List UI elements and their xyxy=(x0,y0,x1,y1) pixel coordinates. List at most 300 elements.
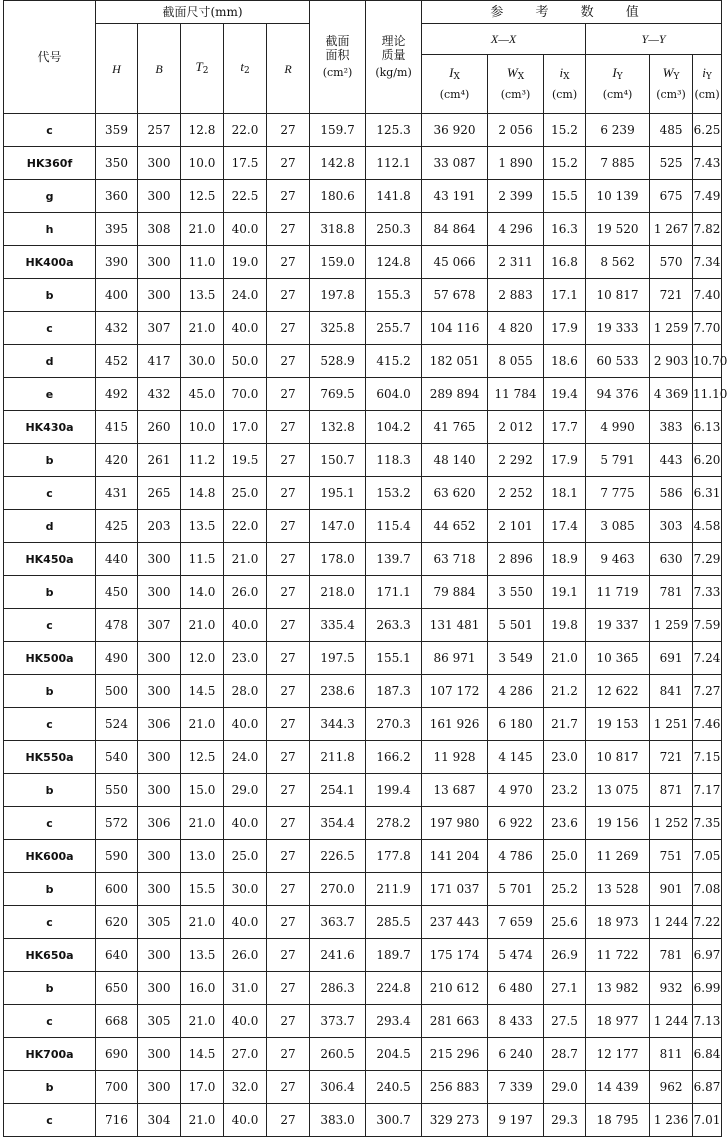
cell-Iy: 13 982 xyxy=(586,972,650,1005)
cell-B: 305 xyxy=(138,1005,181,1038)
cell-Wx: 2 896 xyxy=(488,543,544,576)
cell-Wx: 1 890 xyxy=(488,147,544,180)
cell-Ix: 63 718 xyxy=(422,543,488,576)
cell-Ix: 329 273 xyxy=(422,1104,488,1137)
cell-code: c xyxy=(4,312,96,345)
cell-B: 300 xyxy=(138,675,181,708)
cell-ix: 21.7 xyxy=(544,708,586,741)
table-row xyxy=(4,939,722,972)
cell-iy: 7.43 xyxy=(693,147,722,180)
cell-mass: 124.8 xyxy=(366,246,422,279)
cell-t2: 19.5 xyxy=(224,444,267,477)
table-row xyxy=(4,180,722,213)
cell-area: 363.7 xyxy=(310,906,366,939)
cell-Ix: 215 296 xyxy=(422,1038,488,1071)
cell-Ix: 210 612 xyxy=(422,972,488,1005)
cell-ix: 16.3 xyxy=(544,213,586,246)
cell-B: 300 xyxy=(138,147,181,180)
cell-code: c xyxy=(4,609,96,642)
cell-B: 306 xyxy=(138,807,181,840)
table-row xyxy=(4,510,722,543)
cell-T2: 12.0 xyxy=(181,642,224,675)
cell-Ix: 48 140 xyxy=(422,444,488,477)
cell-mass: 171.1 xyxy=(366,576,422,609)
cell-Iy: 11 269 xyxy=(586,840,650,873)
cell-t2: 40.0 xyxy=(224,708,267,741)
cell-Wy: 1 259 xyxy=(650,609,693,642)
cell-T2: 13.5 xyxy=(181,510,224,543)
cell-iy: 4.58 xyxy=(693,510,722,543)
cell-ix: 19.8 xyxy=(544,609,586,642)
cell-mass: 155.3 xyxy=(366,279,422,312)
cell-R: 27 xyxy=(267,312,310,345)
cell-ix: 25.2 xyxy=(544,873,586,906)
table-row xyxy=(4,378,722,411)
header-Ix xyxy=(422,55,488,114)
cell-Ix: 84 864 xyxy=(422,213,488,246)
cell-area: 318.8 xyxy=(310,213,366,246)
table-row xyxy=(4,708,722,741)
cell-B: 260 xyxy=(138,411,181,444)
cell-iy: 6.20 xyxy=(693,444,722,477)
cell-mass: 166.2 xyxy=(366,741,422,774)
cell-ix: 15.5 xyxy=(544,180,586,213)
cell-Wx: 7 339 xyxy=(488,1071,544,1104)
cell-T2: 11.2 xyxy=(181,444,224,477)
cell-area: 159.0 xyxy=(310,246,366,279)
cell-H: 690 xyxy=(96,1038,138,1071)
cell-R: 27 xyxy=(267,444,310,477)
cell-Wy: 1 244 xyxy=(650,906,693,939)
header-area xyxy=(310,1,366,114)
cell-Wx: 8 433 xyxy=(488,1005,544,1038)
cell-R: 27 xyxy=(267,1038,310,1071)
cell-mass: 240.5 xyxy=(366,1071,422,1104)
header-Iy-unit: (cm⁴) xyxy=(602,88,633,101)
cell-code: b xyxy=(4,1071,96,1104)
cell-ix: 17.1 xyxy=(544,279,586,312)
cell-area: 769.5 xyxy=(310,378,366,411)
cell-mass: 604.0 xyxy=(366,378,422,411)
cell-Wx: 2 012 xyxy=(488,411,544,444)
cell-H: 600 xyxy=(96,873,138,906)
cell-R: 27 xyxy=(267,609,310,642)
cell-ix: 19.1 xyxy=(544,576,586,609)
cell-iy: 7.08 xyxy=(693,873,722,906)
cell-Ix: 281 663 xyxy=(422,1005,488,1038)
cell-T2: 10.0 xyxy=(181,411,224,444)
cell-iy: 7.49 xyxy=(693,180,722,213)
cell-Wy: 901 xyxy=(650,873,693,906)
cell-Wx: 9 197 xyxy=(488,1104,544,1137)
cell-iy: 7.34 xyxy=(693,246,722,279)
cell-H: 420 xyxy=(96,444,138,477)
cell-code: b xyxy=(4,444,96,477)
cell-H: 640 xyxy=(96,939,138,972)
cell-H: 450 xyxy=(96,576,138,609)
cell-Wx: 4 786 xyxy=(488,840,544,873)
header-mass-label: 理论 质量 xyxy=(381,34,406,62)
cell-Wx: 5 474 xyxy=(488,939,544,972)
cell-Wy: 630 xyxy=(650,543,693,576)
cell-mass: 250.3 xyxy=(366,213,422,246)
cell-t2: 23.0 xyxy=(224,642,267,675)
cell-t2: 70.0 xyxy=(224,378,267,411)
cell-mass: 115.4 xyxy=(366,510,422,543)
cell-Iy: 6 239 xyxy=(586,114,650,147)
cell-H: 550 xyxy=(96,774,138,807)
cell-B: 432 xyxy=(138,378,181,411)
cell-H: 650 xyxy=(96,972,138,1005)
cell-Ix: 289 894 xyxy=(422,378,488,411)
cell-Ix: 256 883 xyxy=(422,1071,488,1104)
header-Iy-sub: Y xyxy=(616,72,623,82)
cell-area: 142.8 xyxy=(310,147,366,180)
cell-B: 300 xyxy=(138,543,181,576)
cell-ix: 15.2 xyxy=(544,114,586,147)
cell-R: 27 xyxy=(267,246,310,279)
cell-iy: 7.33 xyxy=(693,576,722,609)
cell-R: 27 xyxy=(267,147,310,180)
cell-B: 300 xyxy=(138,246,181,279)
cell-Iy: 18 795 xyxy=(586,1104,650,1137)
cell-Iy: 10 817 xyxy=(586,279,650,312)
cell-Iy: 13 075 xyxy=(586,774,650,807)
cell-code: c xyxy=(4,1005,96,1038)
header-ref-values-label: 参 考 数 值 xyxy=(490,4,653,20)
cell-t2: 21.0 xyxy=(224,543,267,576)
cell-Wy: 932 xyxy=(650,972,693,1005)
cell-H: 620 xyxy=(96,906,138,939)
header-Wx xyxy=(488,55,544,114)
cell-Wx: 4 145 xyxy=(488,741,544,774)
cell-Ix: 237 443 xyxy=(422,906,488,939)
cell-ix: 17.9 xyxy=(544,312,586,345)
header-B: B xyxy=(138,24,181,114)
header-Wx-sub: X xyxy=(517,72,525,82)
cell-H: 425 xyxy=(96,510,138,543)
cell-Iy: 13 528 xyxy=(586,873,650,906)
cell-iy: 7.01 xyxy=(693,1104,722,1137)
cell-area: 354.4 xyxy=(310,807,366,840)
cell-t2: 27.0 xyxy=(224,1038,267,1071)
cell-R: 27 xyxy=(267,642,310,675)
cell-Wx: 7 659 xyxy=(488,906,544,939)
cell-T2: 12.8 xyxy=(181,114,224,147)
cell-R: 27 xyxy=(267,213,310,246)
cell-mass: 285.5 xyxy=(366,906,422,939)
cell-Wy: 1 236 xyxy=(650,1104,693,1137)
cell-T2: 21.0 xyxy=(181,1104,224,1137)
cell-R: 27 xyxy=(267,675,310,708)
cell-t2: 28.0 xyxy=(224,675,267,708)
table-row xyxy=(4,675,722,708)
cell-Wy: 781 xyxy=(650,939,693,972)
cell-Ix: 36 920 xyxy=(422,114,488,147)
cell-t2: 25.0 xyxy=(224,840,267,873)
cell-Iy: 10 139 xyxy=(586,180,650,213)
header-Iy xyxy=(586,55,650,114)
cell-B: 265 xyxy=(138,477,181,510)
header-iy-sub: Y xyxy=(705,72,712,82)
cell-Ix: 44 652 xyxy=(422,510,488,543)
cell-mass: 141.8 xyxy=(366,180,422,213)
cell-Wx: 6 480 xyxy=(488,972,544,1005)
cell-Wy: 751 xyxy=(650,840,693,873)
header-Ix-sub: X xyxy=(453,72,460,82)
cell-t2: 26.0 xyxy=(224,939,267,972)
cell-B: 300 xyxy=(138,972,181,1005)
cell-T2: 12.5 xyxy=(181,741,224,774)
cell-Wx: 5 501 xyxy=(488,609,544,642)
cell-iy: 7.17 xyxy=(693,774,722,807)
cell-iy: 7.27 xyxy=(693,675,722,708)
cell-iy: 7.59 xyxy=(693,609,722,642)
cell-R: 27 xyxy=(267,840,310,873)
cell-T2: 21.0 xyxy=(181,312,224,345)
table-row xyxy=(4,1104,722,1137)
cell-code: HK500a xyxy=(4,642,96,675)
cell-ix: 18.1 xyxy=(544,477,586,510)
cell-t2: 40.0 xyxy=(224,1005,267,1038)
cell-Ix: 41 765 xyxy=(422,411,488,444)
cell-Ix: 13 687 xyxy=(422,774,488,807)
cell-code: c xyxy=(4,708,96,741)
cell-mass: 255.7 xyxy=(366,312,422,345)
cell-T2: 15.0 xyxy=(181,774,224,807)
cell-R: 27 xyxy=(267,510,310,543)
cell-code: b xyxy=(4,873,96,906)
cell-iy: 11.10 xyxy=(693,378,722,411)
cell-iy: 7.35 xyxy=(693,807,722,840)
cell-ix: 25.0 xyxy=(544,840,586,873)
cell-Wy: 4 369 xyxy=(650,378,693,411)
cell-Wy: 841 xyxy=(650,675,693,708)
cell-ix: 17.4 xyxy=(544,510,586,543)
cell-Iy: 14 439 xyxy=(586,1071,650,1104)
cell-Wx: 4 820 xyxy=(488,312,544,345)
cell-R: 27 xyxy=(267,345,310,378)
header-Wx-sym: W xyxy=(506,65,518,80)
cell-H: 492 xyxy=(96,378,138,411)
cell-ix: 15.2 xyxy=(544,147,586,180)
cell-B: 257 xyxy=(138,114,181,147)
cell-T2: 16.0 xyxy=(181,972,224,1005)
cell-iy: 6.13 xyxy=(693,411,722,444)
cell-Ix: 45 066 xyxy=(422,246,488,279)
cell-iy: 7.40 xyxy=(693,279,722,312)
header-t2-sub: 2 xyxy=(243,65,250,76)
header-area-label: 截面 面积 xyxy=(325,34,350,62)
cell-R: 27 xyxy=(267,774,310,807)
cell-Ix: 11 928 xyxy=(422,741,488,774)
cell-R: 27 xyxy=(267,807,310,840)
cell-mass: 270.3 xyxy=(366,708,422,741)
header-section-dims: 截面尺寸(mm) xyxy=(96,1,310,24)
cell-area: 373.7 xyxy=(310,1005,366,1038)
cell-Wx: 2 101 xyxy=(488,510,544,543)
cell-iy: 7.29 xyxy=(693,543,722,576)
cell-B: 300 xyxy=(138,576,181,609)
cell-H: 360 xyxy=(96,180,138,213)
cell-ix: 27.1 xyxy=(544,972,586,1005)
cell-B: 300 xyxy=(138,774,181,807)
cell-H: 540 xyxy=(96,741,138,774)
cell-area: 147.0 xyxy=(310,510,366,543)
table-row xyxy=(4,477,722,510)
cell-Ix: 161 926 xyxy=(422,708,488,741)
cell-t2: 40.0 xyxy=(224,1104,267,1137)
cell-Wy: 1 244 xyxy=(650,1005,693,1038)
cell-R: 27 xyxy=(267,1104,310,1137)
cell-Iy: 10 365 xyxy=(586,642,650,675)
cell-area: 260.5 xyxy=(310,1038,366,1071)
cell-B: 305 xyxy=(138,906,181,939)
cell-Wx: 8 055 xyxy=(488,345,544,378)
cell-Wx: 6 180 xyxy=(488,708,544,741)
cell-H: 590 xyxy=(96,840,138,873)
cell-t2: 40.0 xyxy=(224,807,267,840)
cell-mass: 293.4 xyxy=(366,1005,422,1038)
cell-R: 27 xyxy=(267,114,310,147)
cell-code: c xyxy=(4,477,96,510)
cell-area: 150.7 xyxy=(310,444,366,477)
cell-t2: 19.0 xyxy=(224,246,267,279)
table-row xyxy=(4,774,722,807)
cell-Wy: 962 xyxy=(650,1071,693,1104)
cell-mass: 187.3 xyxy=(366,675,422,708)
cell-R: 27 xyxy=(267,180,310,213)
cell-code: b xyxy=(4,576,96,609)
cell-mass: 153.2 xyxy=(366,477,422,510)
cell-Ix: 63 620 xyxy=(422,477,488,510)
cell-area: 286.3 xyxy=(310,972,366,1005)
cell-t2: 32.0 xyxy=(224,1071,267,1104)
cell-code: c xyxy=(4,114,96,147)
cell-Wy: 691 xyxy=(650,642,693,675)
cell-Iy: 10 817 xyxy=(586,741,650,774)
cell-Iy: 60 533 xyxy=(586,345,650,378)
cell-t2: 29.0 xyxy=(224,774,267,807)
table-row xyxy=(4,1071,722,1104)
cell-t2: 22.0 xyxy=(224,510,267,543)
cell-Wy: 1 259 xyxy=(650,312,693,345)
cell-R: 27 xyxy=(267,1005,310,1038)
cell-T2: 13.0 xyxy=(181,840,224,873)
cell-mass: 189.7 xyxy=(366,939,422,972)
cell-R: 27 xyxy=(267,939,310,972)
cell-code: g xyxy=(4,180,96,213)
cell-t2: 40.0 xyxy=(224,213,267,246)
cell-area: 306.4 xyxy=(310,1071,366,1104)
cell-area: 325.8 xyxy=(310,312,366,345)
cell-T2: 12.5 xyxy=(181,180,224,213)
cell-T2: 14.5 xyxy=(181,1038,224,1071)
cell-T2: 13.5 xyxy=(181,939,224,972)
cell-Wy: 586 xyxy=(650,477,693,510)
cell-Iy: 4 990 xyxy=(586,411,650,444)
cell-mass: 224.8 xyxy=(366,972,422,1005)
cell-area: 238.6 xyxy=(310,675,366,708)
cell-T2: 14.8 xyxy=(181,477,224,510)
header-xx: X—X xyxy=(422,24,586,55)
cell-B: 300 xyxy=(138,840,181,873)
cell-H: 359 xyxy=(96,114,138,147)
cell-area: 226.5 xyxy=(310,840,366,873)
cell-code: b xyxy=(4,972,96,1005)
cell-T2: 14.5 xyxy=(181,675,224,708)
cell-ix: 21.2 xyxy=(544,675,586,708)
table-row xyxy=(4,873,722,906)
cell-R: 27 xyxy=(267,972,310,1005)
cell-H: 700 xyxy=(96,1071,138,1104)
cell-ix: 17.7 xyxy=(544,411,586,444)
cell-Ix: 175 174 xyxy=(422,939,488,972)
header-Wy-sym: W xyxy=(662,65,674,80)
table-row xyxy=(4,147,722,180)
cell-mass: 104.2 xyxy=(366,411,422,444)
header-Wy-unit: (cm³) xyxy=(656,88,686,101)
table-row xyxy=(4,1005,722,1038)
cell-B: 300 xyxy=(138,180,181,213)
cell-ix: 18.6 xyxy=(544,345,586,378)
cell-Iy: 19 156 xyxy=(586,807,650,840)
cell-ix: 28.7 xyxy=(544,1038,586,1071)
cell-iy: 10.70 xyxy=(693,345,722,378)
cell-Wx: 2 292 xyxy=(488,444,544,477)
cell-iy: 7.70 xyxy=(693,312,722,345)
cell-Ix: 57 678 xyxy=(422,279,488,312)
cell-ix: 27.5 xyxy=(544,1005,586,1038)
cell-H: 390 xyxy=(96,246,138,279)
cell-area: 241.6 xyxy=(310,939,366,972)
cell-H: 415 xyxy=(96,411,138,444)
cell-Iy: 11 722 xyxy=(586,939,650,972)
cell-B: 300 xyxy=(138,642,181,675)
cell-R: 27 xyxy=(267,543,310,576)
header-ix-sub: X xyxy=(563,72,570,82)
cell-Wx: 4 286 xyxy=(488,675,544,708)
cell-Ix: 171 037 xyxy=(422,873,488,906)
cell-iy: 7.15 xyxy=(693,741,722,774)
cell-Wx: 3 549 xyxy=(488,642,544,675)
cell-T2: 30.0 xyxy=(181,345,224,378)
cell-ix: 29.3 xyxy=(544,1104,586,1137)
cell-t2: 26.0 xyxy=(224,576,267,609)
header-iy-sym: i xyxy=(702,65,706,80)
table-row xyxy=(4,1038,722,1071)
cell-B: 300 xyxy=(138,741,181,774)
cell-area: 159.7 xyxy=(310,114,366,147)
cell-B: 300 xyxy=(138,939,181,972)
cell-code: c xyxy=(4,906,96,939)
cell-code: HK400a xyxy=(4,246,96,279)
cell-ix: 23.0 xyxy=(544,741,586,774)
cell-area: 270.0 xyxy=(310,873,366,906)
cell-ix: 19.4 xyxy=(544,378,586,411)
cell-Wx: 6 240 xyxy=(488,1038,544,1071)
cell-mass: 263.3 xyxy=(366,609,422,642)
cell-area: 197.8 xyxy=(310,279,366,312)
cell-code: c xyxy=(4,1104,96,1137)
cell-Ix: 182 051 xyxy=(422,345,488,378)
cell-Wy: 871 xyxy=(650,774,693,807)
cell-t2: 24.0 xyxy=(224,279,267,312)
cell-iy: 7.24 xyxy=(693,642,722,675)
header-H: H xyxy=(96,24,138,114)
cell-Iy: 9 463 xyxy=(586,543,650,576)
cell-ix: 18.9 xyxy=(544,543,586,576)
